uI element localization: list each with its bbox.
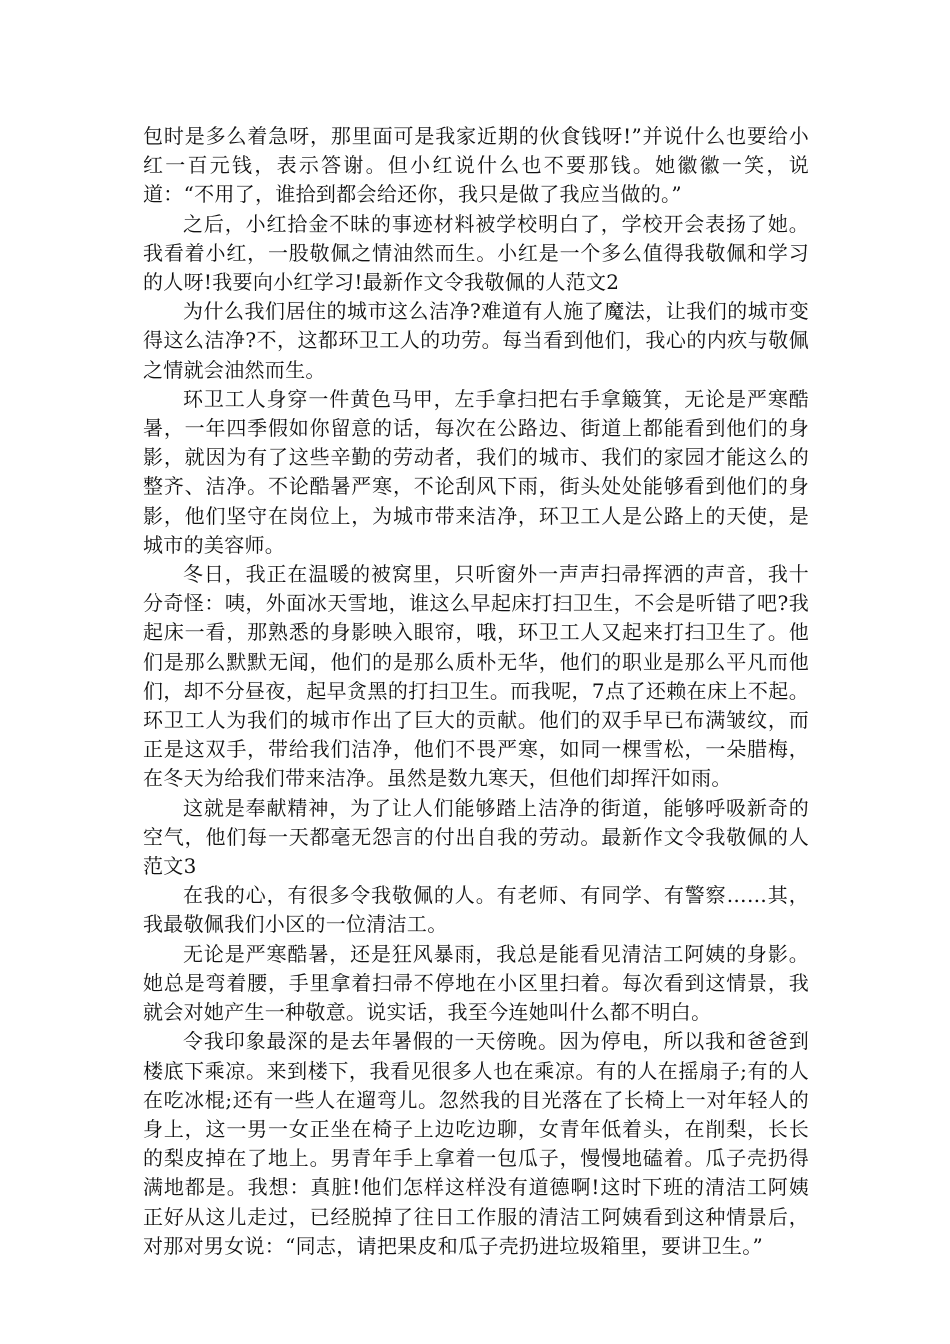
paragraph: 无论是严寒酷暑，还是狂风暴雨，我总是能看见清洁工阿姨的身影。她总是弯着腰，手里拿着扫帚不停地在小区里扫着。每次看到这情景，我就会对她产生一种敬意。说实话，我至今连她叫什么都不明白。 bbox=[143, 941, 809, 1025]
paragraph: 这就是奉献精神，为了让人们能够踏上洁净的街道，能够呼吸新奇的空气，他们每一天都毫无怨言的付出自我的劳动。最新作文令我敬佩的人范文3 bbox=[143, 795, 809, 879]
paragraph: 之后，小红拾金不昧的事迹材料被学校明白了，学校开会表扬了她。我看着小红，一股敬佩之情油然而生。小红是一个多么值得我敬佩和学习的人呀!我要向小红学习!最新作文令我敬佩的人范文2 bbox=[143, 211, 809, 295]
paragraph: 在我的心，有很多令我敬佩的人。有老师、有同学、有警察……其，我最敬佩我们小区的一位清洁工。 bbox=[143, 883, 809, 937]
paragraph-continued: 包时是多么着急呀，那里面可是我家近期的伙食钱呀!”并说什么也要给小红一百元钱，表示答谢。但小红说什么也不要那钱。她徽徽一笑，说道：“不用了，谁拾到都会给还你，我只是做了我应当做的。” bbox=[143, 124, 809, 207]
paragraph: 为什么我们居住的城市这么洁净?难道有人施了魔法，让我们的城市变得这么洁净?不，这都环卫工人的功劳。每当看到他们，我心的内疚与敬佩之情就会油然而生。 bbox=[143, 299, 809, 382]
paragraph: 令我印象最深的是去年暑假的一天傍晚。因为停电，所以我和爸爸到楼底下乘凉。来到楼下，我看见很多人也在乘凉。有的人在摇扇子;有的人在吃冰棍;还有一些人在遛弯儿。忽然我的目光落在了长椅上一对年轻人的身上，这一男一女正坐在椅子上边吃边聊，女青年低着头，在削梨，长长的梨皮掉在了地上。男青年手上拿着一包瓜子，慢慢地磕着。瓜子壳扔得满地都是。我想：真脏!他们怎样这样没有道德啊!这时下班的清洁工阿姨正好从这儿走过，已经脱掉了往日工作服的清洁工阿姨看到这种情景后，对那对男女说：“同志，请把果皮和瓜子壳扔进垃圾箱里，要讲卫生。” bbox=[143, 1029, 809, 1258]
paragraph: 环卫工人身穿一件黄色马甲，左手拿扫把右手拿簸箕，无论是严寒酷暑，一年四季假如你留意的话，每次在公路边、街道上都能看到他们的身影，就因为有了这些辛勤的劳动者，我们的城市、我们的家园才能这么的整齐、洁净。不论酷暑严寒，不论刮风下雨，街头处处能够看到他们的身影，他们坚守在岗位上，为城市带来洁净，环卫工人是公路上的天使，是城市的美容师。 bbox=[143, 386, 809, 557]
paragraph: 冬日，我正在温暖的被窝里，只听窗外一声声扫帚挥洒的声音，我十分奇怪：咦，外面冰天雪地，谁这么早起床打扫卫生，不会是听错了吧?我起床一看，那熟悉的身影映入眼帘，哦，环卫工人又起来打扫卫生了。他们是那么默默无闻，他们的是那么质朴无华，他们的职业是那么平凡而他们，却不分昼夜，起早贪黑的打扫卫生。而我呢，7点了还赖在床上不起。环卫工人为我们的城市作出了巨大的贡献。他们的双手早已布满皱纹，而正是这双手，带给我们洁净，他们不畏严寒，如同一棵雪松，一朵腊梅，在冬天为给我们带来洁净。虽然是数九寒天，但他们却挥汗如雨。 bbox=[143, 562, 809, 791]
body-text bbox=[143, 122, 809, 1261]
